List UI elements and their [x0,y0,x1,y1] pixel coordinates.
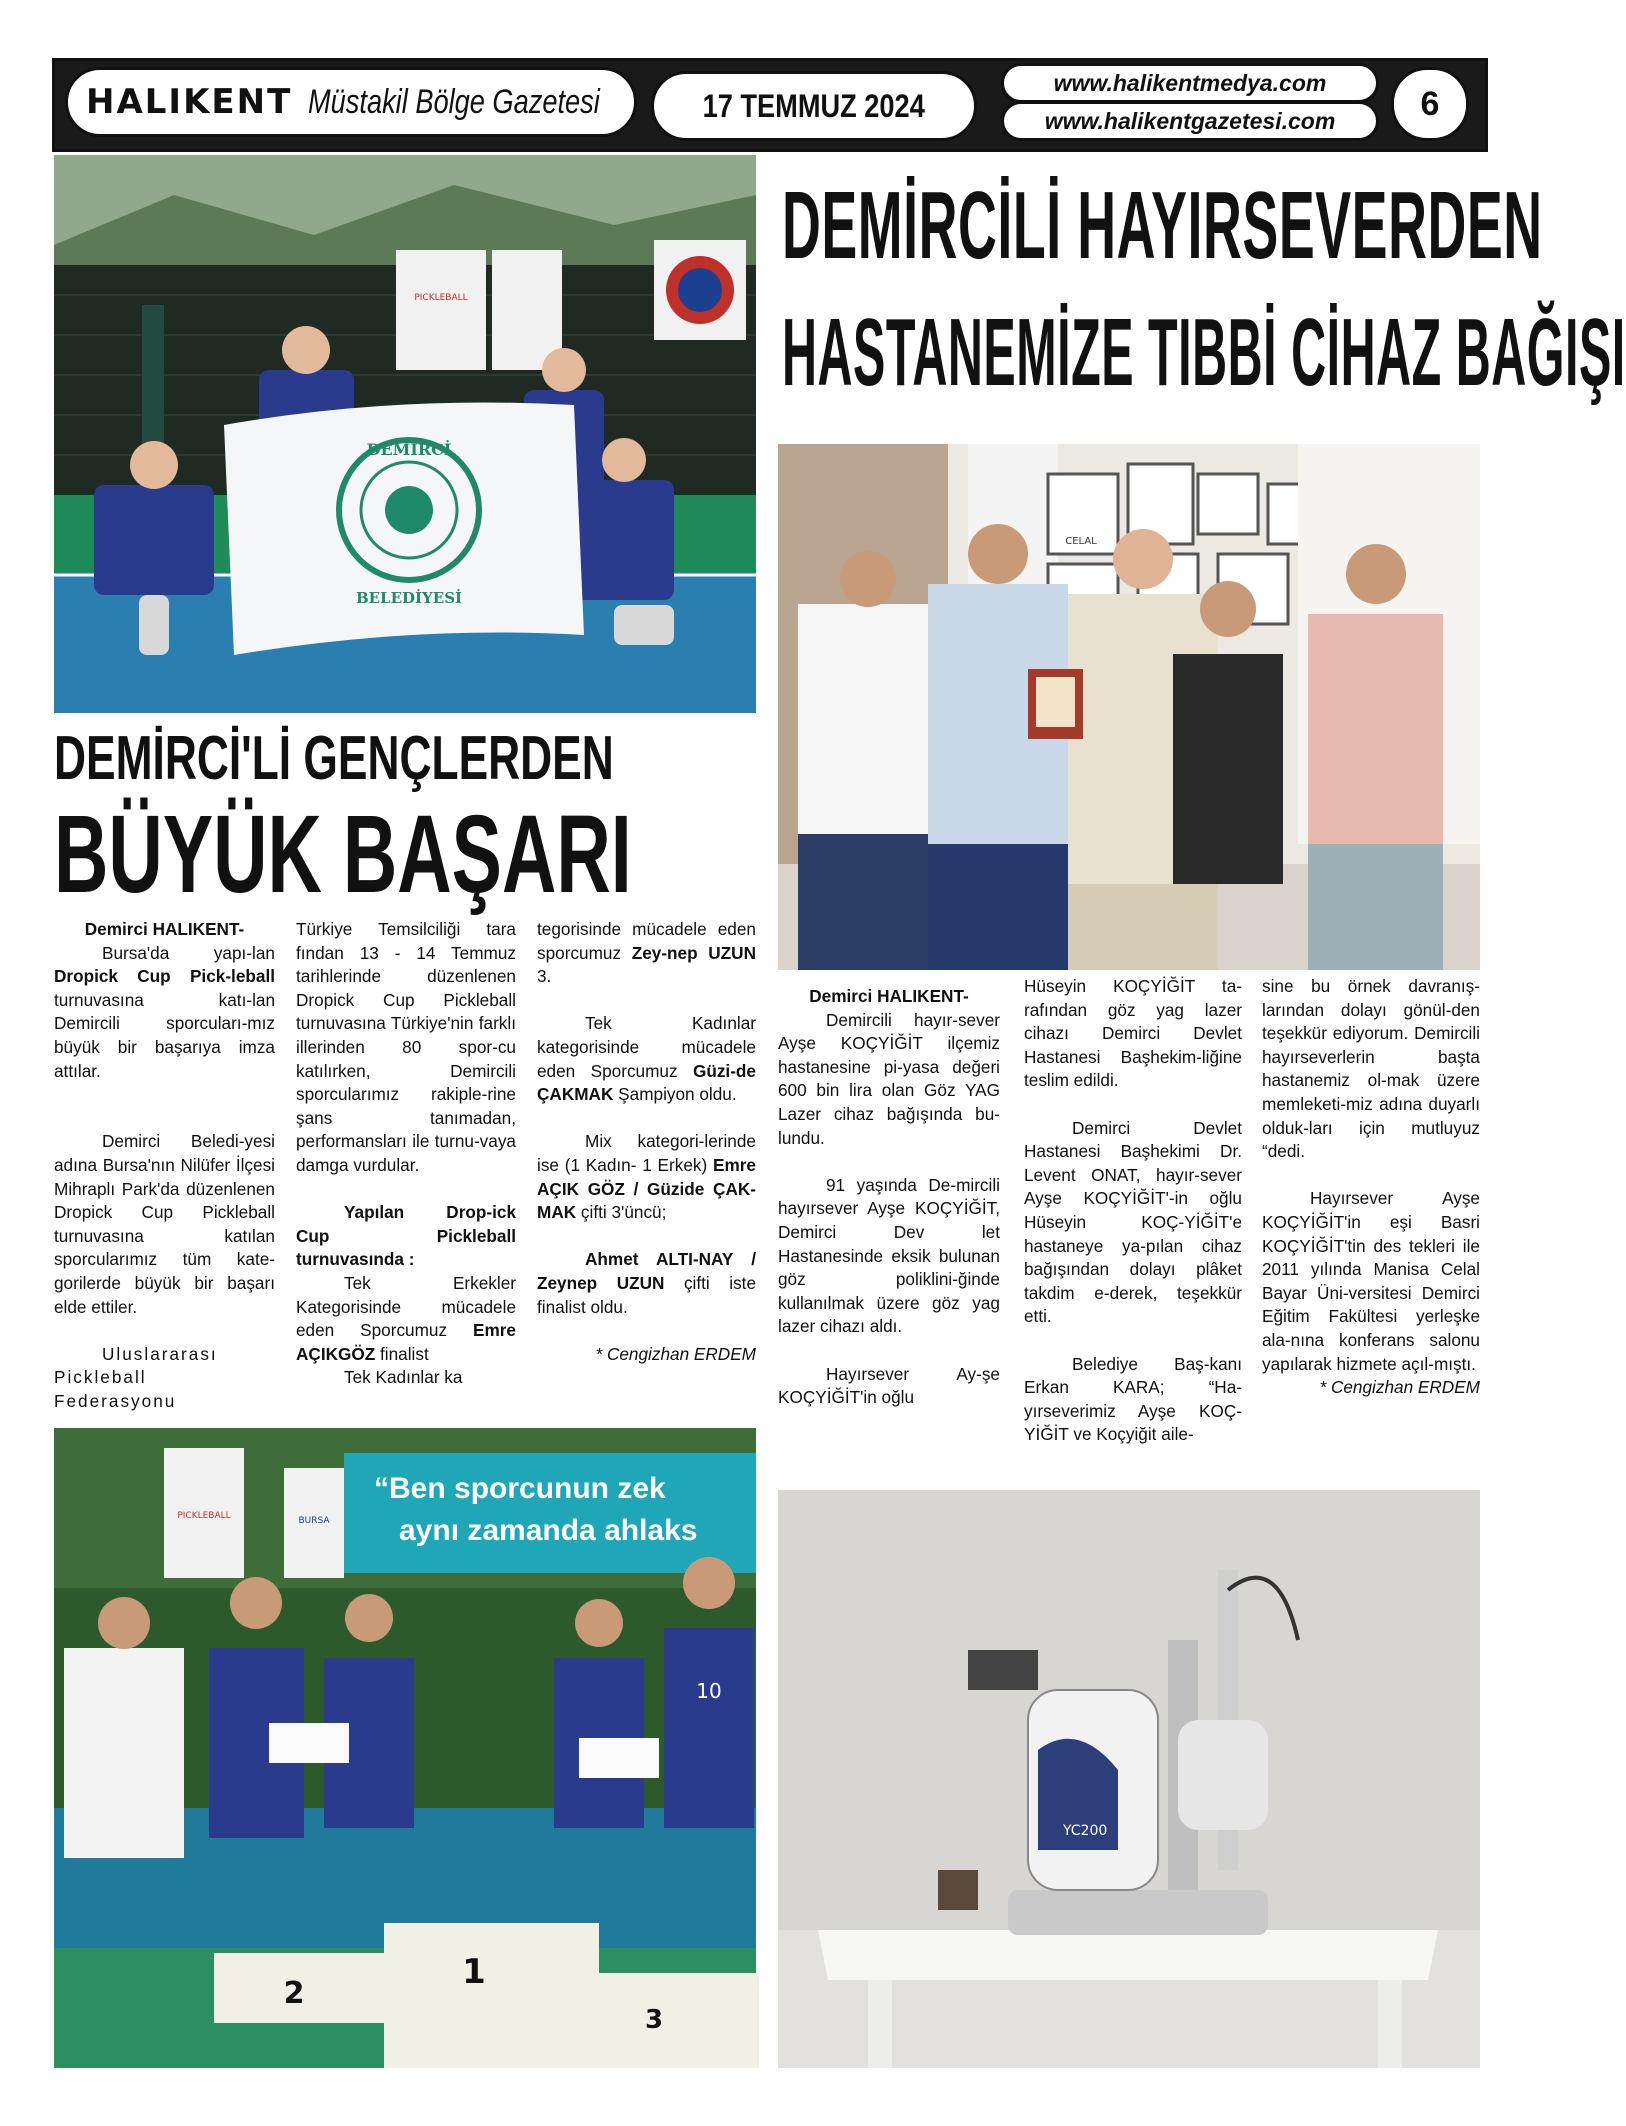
team-flag-photo [54,155,756,713]
masthead [52,58,1488,152]
flag-text-top: DEMİRCİ [366,440,452,459]
website-link-1[interactable]: www.halikentmedya.com [1001,63,1379,103]
newspaper-name: HALIKENT [86,82,293,122]
left-headline-line1: DEMİRCİ'Lİ GENÇLERDEN [54,724,614,793]
flag-text-bottom: BELEDİYESİ [355,589,463,607]
podium-3: 3 [644,2005,664,2035]
left-article-col1: Demirci HALIKENT- Bursa'da yapı-lan Dropick Cup Pick-leball turnuvasına katı-lan Demircili sporcuları-mız büyük bir başarıya imza attılar. Demirci Beledi-yesi adına Bursa'nın Nilüfer İlçesi Mihraplı Park'da düzenlenen Dropick Cup Pickleball turnuvasına katılan sporcularımız tüm kate-gorilerde büyük bir başarı elde ettiler. Uluslararası Pickleball Federasyonu [54,919,275,1411]
left-headline-line2: BÜYÜK BAŞARI [54,793,632,916]
banner-line1: “Ben sporcunun zek [374,1472,666,1505]
svg-text:BURSA: BURSA [298,1516,330,1526]
newspaper-subtitle: Müstakil Bölge Gazetesi [308,82,601,121]
page-number: 6 [1391,67,1469,141]
newspaper-brand [65,67,637,137]
right-headline-line1: DEMİRCİLİ HAYIRSEVERDEN [782,172,1543,279]
right-article-col1: Demirci HALIKENT- Demircili hayır-sever Ayşe KOÇYİĞİT ilçemiz hastanesine pi-yasa değeri 600 bin lira olan Göz YAG Lazer cihaz bağışında bu-lundu. 91 yaşında De-mircili hayırsever Ayşe KOÇYİĞİT, Demirci Dev let Hastanesinde eksik bulunan göz poliklini-ğinde kullanılmak üzere göz yag lazer cihazı aldı. Hayırsever Ay-şe KOÇYİĞİT'in oğlu [778,986,1000,1408]
pickleball-banner-text: PICKLEBALL [414,293,468,303]
podium-1: 1 [462,1952,486,1992]
issue-date: 17 TEMMUZ 2024 [651,71,977,141]
website-link-2[interactable]: www.halikentgazetesi.com [1001,101,1379,141]
right-article-col2: Hüseyin KOÇYİĞİT ta-rafından göz yag lazer cihazı Demirci Devlet Hastanesi Başhekim-liğine teslim edildi. Demirci Devlet Hastanesi Başhekimi Dr. Levent ONAT, hayır-sever Ayşe KOÇYİĞİT'-in oğlu Hüseyin KOÇ-YİĞİT'e hastaneye ya-pılan cihaz bağışından dolayı plâket takdim e-derek, teşekkür etti. Belediye Baş-kanı Erkan KARA; “Ha-yırseverimiz Ayşe KOÇ-YİĞİT ve Koçyiğit aile- [1024,976,1242,1445]
left-article-col3: tegorisinde mücadele eden sporcumuz Zey-nep UZUN 3. Tek Kadınlar kategorisinde mücadele eden Sporcumuz Güzi-de ÇAKMAK Şampiyon oldu. Mix kategori-lerinde ise (1 Kadın- 1 Erkek) Emre AÇIK GÖZ / Güzide ÇAK-MAK çifti 3'üncü; Ahmet ALTI-NAY / Zeynep UZUN çifti iste finalist oldu. * Cengizhan ERDEM [537,918,756,1366]
left-article-signature: * Cengizhan ERDEM [595,1343,756,1364]
right-article-signature: * Cengizhan ERDEM [1319,1377,1480,1398]
podium-2: 2 [283,1976,305,2011]
svg-text:CELAL: CELAL [1065,536,1097,547]
svg-text:PICKLEBALL: PICKLEBALL [177,1511,231,1521]
right-article-col3: sine bu örnek davranış-larından dolayı gönül-den teşekkür ediyorum. Demircili hayırseverlerin başta hastanemiz ol-mak üzere memleketi-miz adına duyarlı olduk-ları için mutluyuz “dedi. Hayırsever Ayşe KOÇYİĞİT'in eşi Basri KOÇYİĞİT'tin des tekleri ile 2011 yılında Manisa Celal Bayar Üni-versitesi Demirci Eğitim Fakültesi yerleşke ala-nına konferans salonu yapılarak hizmete açıl-mıştı. * Cengizhan ERDEM [1262,975,1480,1400]
svg-text:10: 10 [696,1679,722,1703]
donation-group-photo [778,444,1480,970]
left-article-col2: Türkiye Temsilciliği tara fından 13 - 14 Temmuz tarihlerinde düzenlenen Dropick Cup Pickleball turnuvasına Türkiye'nin farklı illerinden 80 spor-cu katılırken, Demircili sporcularımız rakiple-rine şans tanımadan, performansları ile turnu-vaya damga vurdular. Yapılan Drop-ick Cup Pickleball turnuvasında : Tek Erkekler Kategorisinde mücadele eden Sporcumuz Emre AÇIKGÖZ finalist Tek Kadınlar ka [296,919,516,1388]
right-headline-line2: HASTANEMİZE TIBBİ CİHAZ BAĞIŞI [782,299,1626,406]
banner-line2: aynı zamanda ahlaks [399,1514,698,1547]
yag-laser-device-photo [778,1490,1480,2068]
podium-photo [54,1428,756,2068]
device-label: YC200 [1063,1823,1108,1839]
